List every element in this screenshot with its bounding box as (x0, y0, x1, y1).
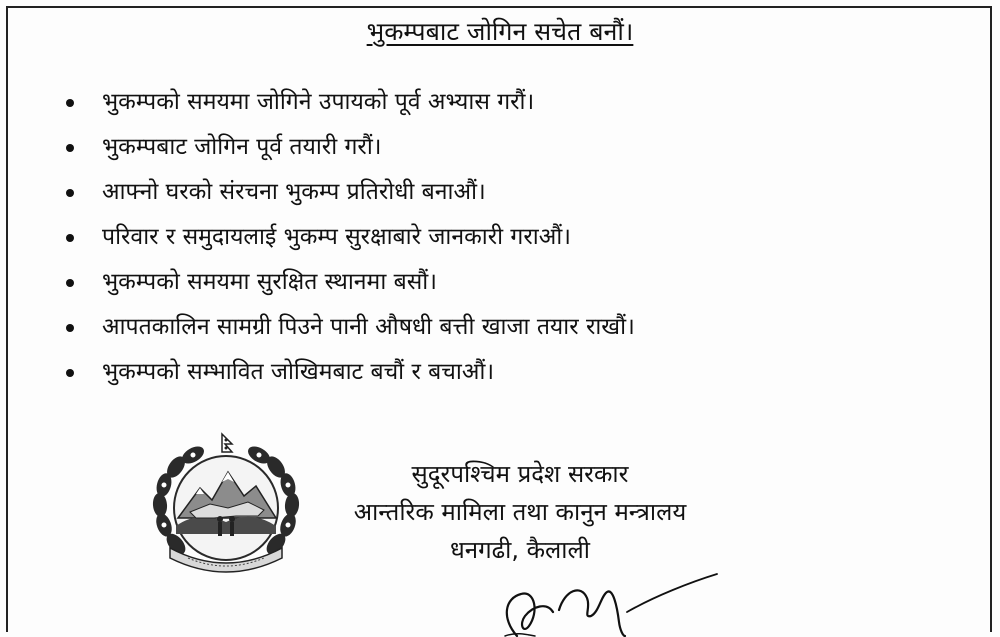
list-item-text: भुकम्पको समयमा सुरक्षित स्थानमा बसौं। (102, 269, 437, 295)
list-item (60, 80, 635, 125)
list-item-text: भुकम्पबाट जोगिन पूर्व तयारी गरौं। (102, 134, 382, 160)
bullet-icon (66, 324, 74, 332)
list-item-text: आपतकालिन सामग्री पिउने पानी औषधी बत्ती खाजा तयार राखौं। (102, 314, 635, 340)
page-title (0, 14, 1000, 50)
bullet-icon (66, 234, 74, 242)
office-ministry: आन्तरिक मामिला तथा कानुन मन्त्रालय (353, 498, 687, 526)
list-item (60, 305, 635, 350)
government-emblem-icon (148, 430, 304, 580)
bullet-icon (66, 279, 74, 287)
signature-icon (495, 572, 735, 637)
list-item-text: भुकम्पको सम्भावित जोखिमबाट बचौं र बचाऔं। (102, 359, 495, 385)
list-item (60, 170, 635, 215)
list-item (60, 215, 635, 260)
list-item (60, 125, 635, 170)
list-item (60, 350, 635, 395)
office-province: सुदूरपश्चिम प्रदेश सरकार (411, 460, 629, 488)
list-item-text: आफ्नो घरको संरचना भुकम्प प्रतिरोधी बनाऔं। (102, 179, 486, 205)
list-item-text: भुकम्पको समयमा जोगिने उपायको पूर्व अभ्यास गरौं। (102, 89, 535, 115)
list-item (60, 260, 635, 305)
issuing-office (300, 455, 740, 569)
bullet-icon (66, 189, 74, 197)
list-item-text: परिवार र समुदायलाई भुकम्प सुरक्षाबारे जानकारी गराऔं। (102, 224, 571, 250)
tips-list (60, 80, 635, 395)
bullet-icon (66, 369, 74, 377)
bullet-icon (66, 144, 74, 152)
page-title-text: भुकम्पबाट जोगिन सचेत बनौं। (366, 17, 634, 46)
office-location: धनगढी, कैलाली (450, 536, 590, 564)
bullet-icon (66, 99, 74, 107)
